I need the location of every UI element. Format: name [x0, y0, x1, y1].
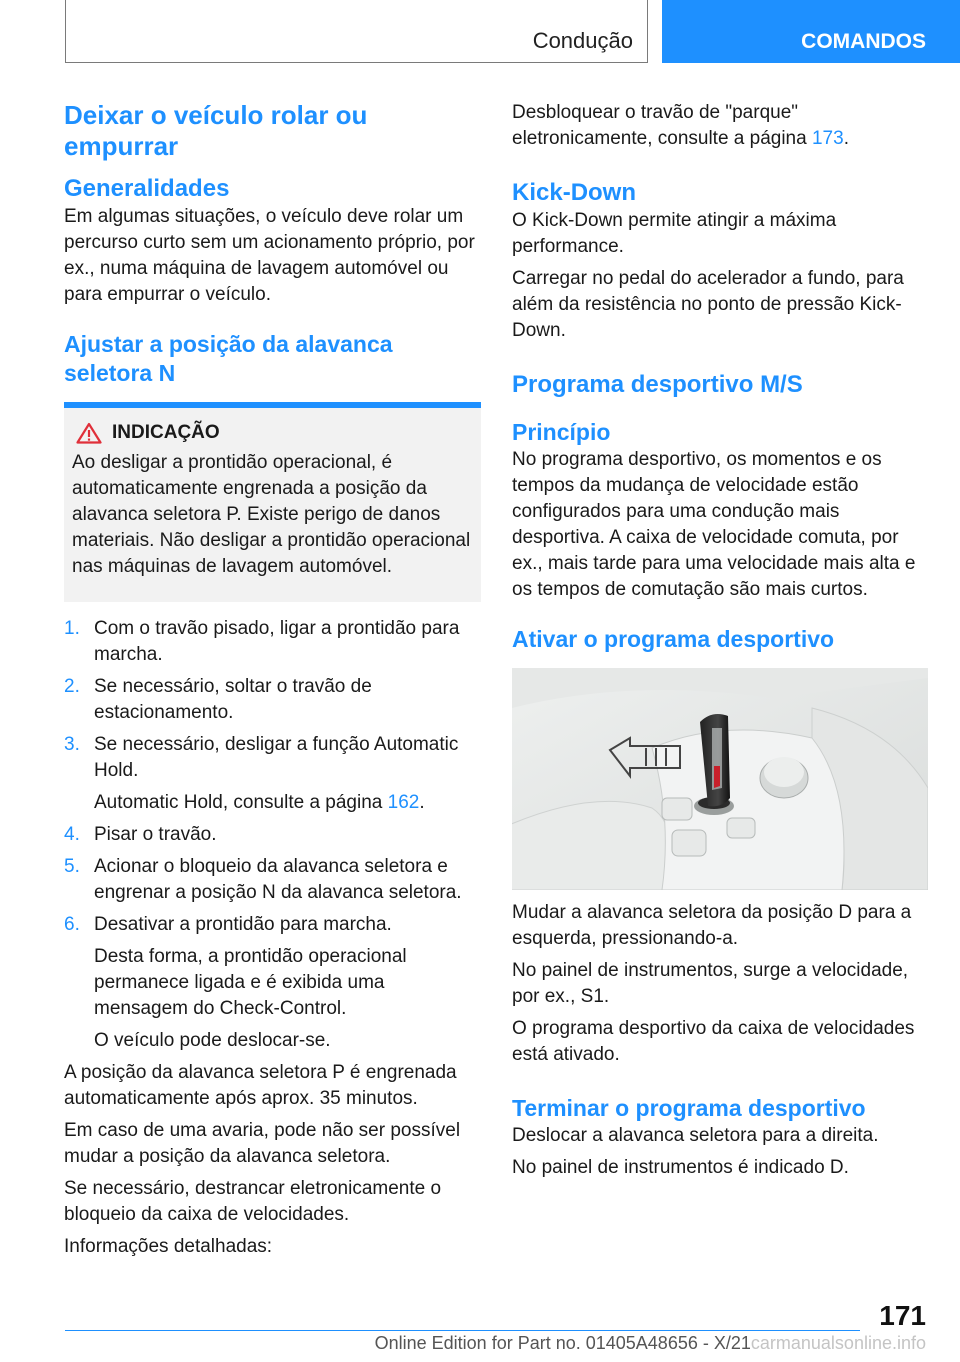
list-item [64, 616, 481, 668]
left-column [64, 100, 481, 1260]
paragraph-auto-p: A posição da alavanca seletora P é engrenada automaticamente após aprox. 35 minutos. [64, 1062, 457, 1109]
watermark: carmanualsonline.info [750, 1333, 926, 1353]
header-section-title: Condução [532, 28, 633, 53]
heading-principle: Princípio [512, 419, 611, 445]
note-header [72, 422, 473, 444]
list-item [64, 912, 481, 938]
page-link-162[interactable]: 162 [387, 792, 420, 813]
paragraph-parking-brake: Desbloquear o travão de "parque" eletronicamente, consulte a página 173. [512, 102, 849, 149]
step-text: Se necessário, desligar a função Automatic Hold. [94, 734, 459, 781]
paragraph-general: Em algumas situações, o veículo deve rolar um percurso curto sem um acionamento próprio, por ex., numa máquina de lavagem automóvel ou para empurrar o veículo. [64, 206, 475, 305]
paragraph-end-2: No painel de instrumentos é indicado D. [512, 1157, 849, 1178]
heading-general: Generalidades [64, 175, 230, 202]
steps-list [64, 616, 481, 1054]
paragraph-activate-2: No painel de instrumentos, surge a velocidade, por ex., S1. [512, 960, 909, 1007]
paragraph-unlock: Se necessário, destrancar eletronicamente o bloqueio da caixa de velocidades. [64, 1178, 442, 1225]
step-text: Se necessário, soltar o travão de estacionamento. [94, 676, 372, 723]
step-text: Com o travão pisado, ligar a prontidão para marcha. [94, 618, 460, 665]
paragraph-activate-1: Mudar a alavanca seletora da posição D para a esquerda, pressionando-a. [512, 902, 912, 949]
parking-brake-text: Desbloquear o travão de "parque" eletronicamente, consulte a página [512, 102, 812, 149]
step-number: 5. [64, 856, 80, 877]
heading-roll-push: Deixar o veículo rolar ou empurrar [64, 100, 368, 161]
heading-adjust-selector: Ajustar a posição da alavanca seletora N [64, 331, 393, 386]
step-number: 4. [64, 824, 80, 845]
paragraph-details: Informações detalhadas: [64, 1236, 273, 1257]
paragraph-principle: No programa desportivo, os momentos e os tempos da mudança de velocidade estão configurados para uma condução mais desportiva. A caixa de velocidade comuta, por ex., mais tarde para uma velocidade mais alta e os tempos de comutação são mais curtos. [512, 449, 916, 600]
heading-kick-down: Kick-Down [512, 179, 637, 206]
header-chapter-tab [662, 0, 960, 63]
header-section-box [65, 0, 648, 63]
right-column [512, 100, 930, 1181]
header-chapter-label: COMANDOS [801, 30, 926, 53]
step-number: 3. [64, 734, 80, 755]
paragraph-kick-1: O Kick-Down permite atingir a máxima performance. [512, 210, 837, 257]
footer-edition-text: Online Edition for Part no. 01405A48656 - X/21 [374, 1333, 751, 1353]
note-text: Ao desligar a prontidão operacional, é automaticamente engrenada a posição da alavanca seletora P. Existe perigo de danos materiais. Não desligar a prontidão operacional nas máquinas de lavagem automóvel. [72, 452, 471, 577]
list-item [64, 732, 481, 784]
list-item [64, 822, 481, 848]
step-number: 2. [64, 676, 80, 697]
paragraph-activate-3: O programa desportivo da caixa de velocidades está ativado. [512, 1018, 915, 1065]
step-text: Acionar o bloqueio da alavanca seletora e engrenar a posição N da alavanca seletora. [94, 856, 462, 903]
step6-result: O veículo pode deslocar-se. [94, 1030, 331, 1051]
paragraph-kick-2: Carregar no pedal do acelerador a fundo, para além da resistência no ponto de pressão Kick-Down. [512, 268, 904, 341]
list-item [64, 674, 481, 726]
heading-activate-sport: Ativar o programa desportivo [512, 626, 835, 652]
note-box [64, 402, 481, 602]
gear-selector-photo [512, 668, 928, 890]
paragraph-end-1: Deslocar a alavanca seletora para a direita. [512, 1125, 879, 1146]
step-number: 6. [64, 914, 80, 935]
note-title: INDICAÇÃO [112, 422, 220, 443]
step-text: Pisar o travão. [94, 824, 217, 845]
heading-end-sport: Terminar o programa desportivo [512, 1095, 866, 1121]
warning-triangle-icon [76, 422, 102, 444]
step-number: 1. [64, 618, 80, 639]
page-link-173[interactable]: 173 [811, 128, 844, 149]
footer-divider [65, 1330, 860, 1331]
page-number: 171 [879, 1300, 926, 1331]
paragraph-fault: Em caso de uma avaria, pode não ser possível mudar a posição da alavanca seletora. [64, 1120, 461, 1167]
list-item [64, 854, 481, 906]
step3-reference: Automatic Hold, consulte a página 162. [94, 792, 425, 813]
step6-detail: Desta forma, a prontidão operacional permanece ligada e é exibida uma mensagem do Check-Control. [94, 946, 407, 1019]
gear-selector-illustration [512, 668, 928, 890]
step-text: Desativar a prontidão para marcha. [94, 914, 392, 935]
step3-reference-text: Automatic Hold, consulte a página [94, 792, 388, 813]
footer-edition [375, 1333, 926, 1354]
heading-sport-program: Programa desportivo M/S [512, 371, 803, 398]
